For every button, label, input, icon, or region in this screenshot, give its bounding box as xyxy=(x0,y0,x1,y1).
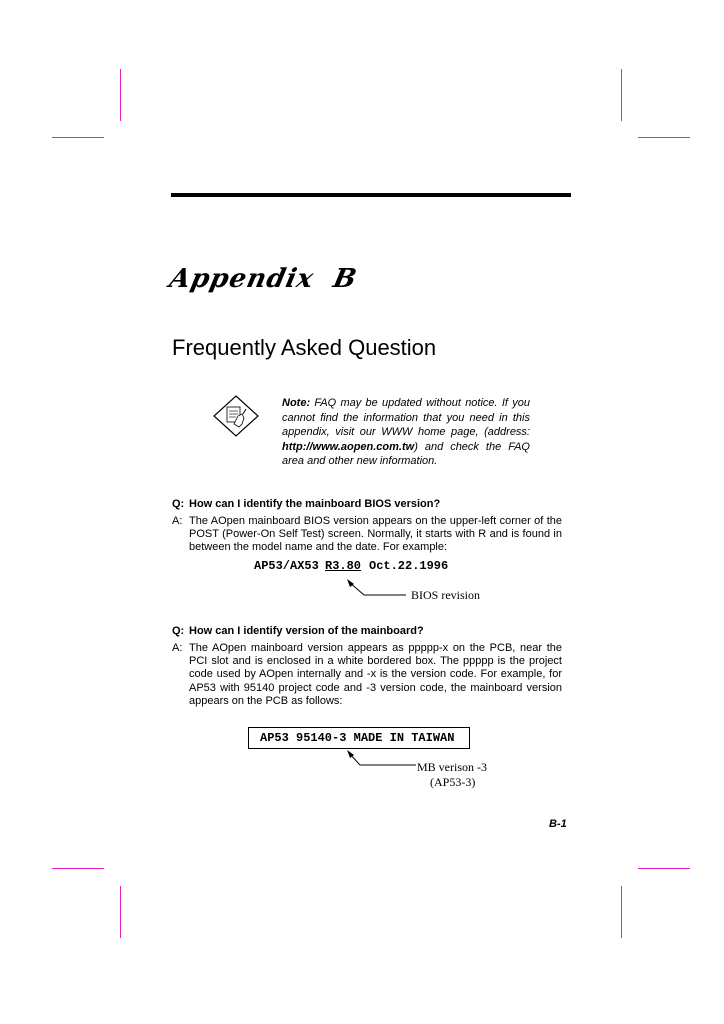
note-url[interactable]: http://www.aopen.com.tw xyxy=(282,440,415,453)
crop-mark-bottom-right-h xyxy=(638,868,690,869)
answer-bios: The AOpen mainboard BIOS version appears on the upper-left corner of the POST (Power-On Self Test) screen. Normally, it starts with R and is found in between the model name and the date. For example: xyxy=(189,515,562,554)
mb-version-label: MB verison -3 xyxy=(417,760,487,774)
page-title: Frequently Asked Question xyxy=(172,335,437,360)
header-rule xyxy=(171,193,571,197)
page-number: B-1 xyxy=(549,818,567,830)
note-hand-icon xyxy=(212,394,260,438)
crop-mark-bottom-left-v xyxy=(120,886,121,938)
answer-label: A: xyxy=(172,515,183,527)
crop-mark-top-left-v xyxy=(120,69,121,121)
question-mainboard-version xyxy=(172,625,424,637)
pcb-label-text: AP53 95140-3 MADE IN TAIWAN xyxy=(260,731,455,745)
mb-version-model: (AP53-3) xyxy=(430,775,476,789)
note-body-1: FAQ may be updated without notice. If you cannot find the information that you need in this appendix, visit our WWW home page, (address: xyxy=(282,397,530,438)
bios-example-model: AP53/AX53 xyxy=(254,559,319,573)
bios-example-date: Oct.22.1996 xyxy=(369,559,449,573)
crop-mark-top-left-h xyxy=(52,137,104,138)
answer-mainboard-version: The AOpen mainboard version appears as ppppp-x on the PCB, near the PCI slot and is enclosed in a white bordered box. The ppppp is the project code used by AOpen internally and -x is the version code. For example, for AP53 with 95140 project code and -3 version code, the mainboard version appears on the PCB as follows: xyxy=(189,642,562,707)
note-body-2: ) and check the FAQ area and other new information. xyxy=(282,440,530,467)
question-bios xyxy=(172,498,440,510)
question-text: How can I identify the mainboard BIOS version? xyxy=(189,498,441,510)
question-text: How can I identify version of the mainboard? xyxy=(189,625,424,637)
appendix-heading: Appendix B xyxy=(166,264,360,294)
question-label: Q: xyxy=(172,498,185,510)
note-text xyxy=(282,396,530,469)
crop-mark-bottom-left-h xyxy=(52,868,104,869)
bios-revision-label: BIOS revision xyxy=(411,588,480,602)
question-label: Q: xyxy=(172,625,185,637)
crop-mark-top-right-v xyxy=(621,69,622,121)
mb-version-arrow xyxy=(340,748,420,772)
crop-mark-bottom-right-v xyxy=(621,886,622,938)
bios-example-revision: R3.80 xyxy=(325,559,362,573)
answer-label: A: xyxy=(172,642,183,654)
note-label: Note: xyxy=(282,397,311,409)
crop-mark-top-right-h xyxy=(638,137,690,138)
bios-revision-arrow xyxy=(340,576,410,600)
